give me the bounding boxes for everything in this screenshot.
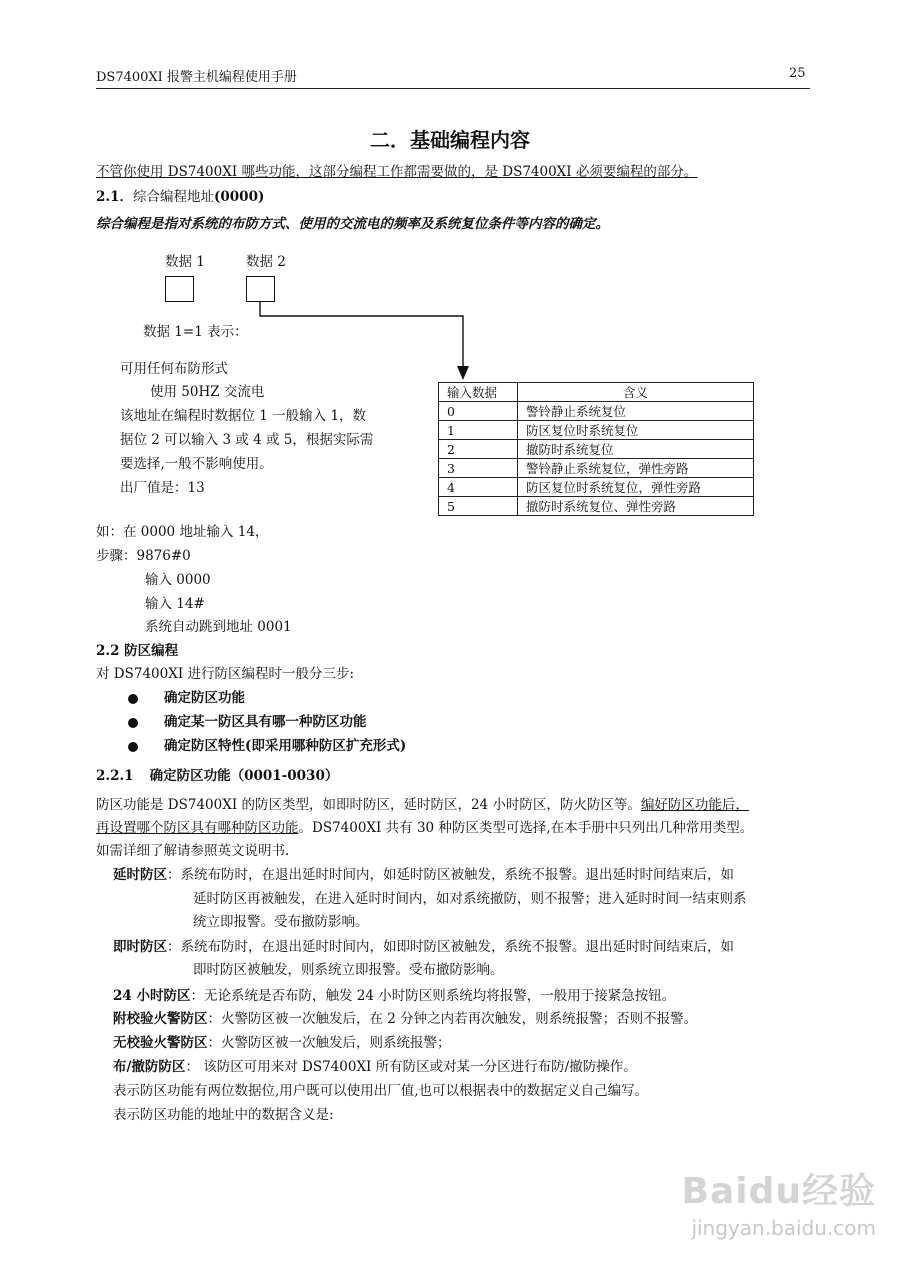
s21-line: 要选择,一般不影响使用。 bbox=[120, 456, 273, 472]
note-line: 表示防区功能的地址中的数据含义是: bbox=[113, 1107, 334, 1123]
heading-2-2-1: 2.2.1 确定防区功能（0001-0030） bbox=[96, 768, 339, 784]
table-row bbox=[439, 440, 754, 459]
table-cell: 防区复位时系统复位，弹性旁路 bbox=[518, 478, 754, 497]
table-cell: 4 bbox=[439, 478, 518, 497]
input-data-table bbox=[438, 382, 754, 516]
heading-2-1-code: (0000) bbox=[214, 189, 265, 205]
s21-line: 出厂值是：13 bbox=[120, 480, 205, 496]
step-item: 系统自动跳到地址 0001 bbox=[145, 619, 292, 635]
section-title: 二．基础编程内容 bbox=[370, 128, 530, 152]
arrow-connector bbox=[0, 0, 904, 400]
heading-2-2-1-num: 2.2.1 bbox=[96, 768, 134, 784]
table-row bbox=[439, 421, 754, 440]
delay-zone-line: 延时防区再被触发，在进入延时时间内，如对系统撤防，则不报警；进入延时时间一结束则系 bbox=[193, 891, 747, 907]
instant-zone-label: 即时防区 bbox=[113, 939, 167, 955]
h24-zone-line: 24 小时防区：无论系统是否布防，触发 24 小时防区则系统均将报警，一般用于接紧急按钮。 bbox=[113, 988, 676, 1004]
s21-line: 该地址在编程时数据位 1 一般输入 1，数 bbox=[120, 408, 367, 424]
bullet-icon bbox=[128, 718, 138, 728]
arm-zone-line: 布/撤防防区： 该防区可用来对 DS7400XI 所有防区或对某一分区进行布防/撤防操作。 bbox=[113, 1059, 637, 1075]
delay-zone-line: 统立即报警。受布撤防影响。 bbox=[193, 914, 369, 930]
table-cell: 撤防时系统复位 bbox=[518, 440, 754, 459]
bullet-item: 确定防区特性(即采用哪种防区扩充形式) bbox=[128, 734, 406, 754]
bullet-item: 确定某一防区具有哪一种防区功能 bbox=[128, 710, 367, 730]
heading-2-1-text: 综合编程地址 bbox=[133, 189, 214, 205]
steps-label: 步骤：9876#0 bbox=[96, 548, 191, 564]
watermark-logo: Baidu经验 bbox=[681, 1171, 876, 1212]
table-cell: 0 bbox=[439, 402, 518, 421]
table-cell: 5 bbox=[439, 497, 518, 516]
s221-para-line: 防区功能是 DS7400XI 的防区类型，如即时防区，延时防区，24 小时防区，防火防区等。编好防区功能后， bbox=[96, 797, 749, 813]
heading-2-2: 2.2 防区编程 bbox=[96, 643, 179, 659]
fire-unverified-label: 无校验火警防区 bbox=[113, 1035, 208, 1051]
fire-verified-label: 附校验火警防区 bbox=[113, 1011, 208, 1027]
heading-2-2-1-text: 确定防区功能（ bbox=[149, 768, 245, 784]
data1-meaning: 数据 1=1 表示： bbox=[143, 324, 248, 340]
table-header: 输入数据 bbox=[439, 383, 518, 402]
table-cell: 3 bbox=[439, 459, 518, 478]
delay-zone-line: 延时防区：系统布防时，在退出延时时间内，如延时防区被触发，系统不报警。退出延时时间结束后，如 bbox=[113, 867, 734, 883]
delay-zone-label: 延时防区 bbox=[113, 867, 167, 883]
s21-line: 使用 50HZ 交流电 bbox=[150, 384, 265, 400]
baidu-watermark bbox=[682, 1163, 876, 1240]
table-row bbox=[439, 402, 754, 421]
table-cell: 2 bbox=[439, 440, 518, 459]
arm-zone-label: 布/撤防防区 bbox=[113, 1059, 186, 1075]
bullet-icon bbox=[128, 742, 138, 752]
data2-label: 数据 2 bbox=[246, 254, 286, 270]
heading-2-1-num: 2.1． bbox=[96, 189, 133, 205]
table-row bbox=[439, 497, 754, 516]
table-cell: 撤防时系统复位、弹性旁路 bbox=[518, 497, 754, 516]
example-text: 如：在 0000 地址输入 14， bbox=[96, 524, 269, 540]
fire-unverified-line: 无校验火警防区：火警防区被一次触发后，则系统报警； bbox=[113, 1035, 451, 1051]
step-item: 输入 0000 bbox=[145, 572, 211, 588]
s22-intro: 对 DS7400XI 进行防区编程时一般分三步: bbox=[96, 666, 355, 682]
s221-para-line: 再设置哪个防区具有哪种防区功能。DS7400XI 共有 30 种防区类型可选择,在本手册中只列出几种常用类型。 bbox=[96, 820, 754, 836]
header-title: DS7400XI 报警主机编程使用手册 bbox=[96, 70, 297, 85]
instant-zone-line: 即时防区：系统布防时，在退出延时时间内，如即时防区被触发，系统不报警。退出延时时间结束后，如 bbox=[113, 939, 734, 955]
s221-para-line: 如需详细了解请参照英文说明书. bbox=[96, 843, 290, 859]
step-item: 输入 14# bbox=[145, 596, 205, 612]
table-cell: 1 bbox=[439, 421, 518, 440]
fire-verified-line: 附校验火警防区：火警防区被一次触发后，在 2 分钟之内若再次触发，则系统报警；否则不报警。 bbox=[113, 1011, 698, 1027]
page-number: 25 bbox=[789, 66, 806, 81]
bullet-icon bbox=[128, 694, 138, 704]
h24-zone-label: 24 小时防区 bbox=[113, 988, 191, 1004]
s21-line: 据位 2 可以输入 3 或 4 或 5，根据实际需 bbox=[120, 432, 374, 448]
table-cell: 警铃静止系统复位 bbox=[518, 402, 754, 421]
watermark-url: jingyan.baidu.com bbox=[691, 1216, 876, 1240]
table-row bbox=[439, 459, 754, 478]
instant-zone-line: 即时防区被触发，则系统立即报警。受布撤防影响。 bbox=[193, 962, 504, 978]
s21-line: 可用任何布防形式 bbox=[120, 361, 228, 377]
bullet-item: 确定防区功能 bbox=[128, 686, 245, 706]
heading-2-2-1-code: 0001-0030 bbox=[244, 768, 325, 784]
s21-description: 综合编程是指对系统的布防方式、使用的交流电的频率及系统复位条件等内容的确定。 bbox=[96, 216, 609, 232]
table-header-row bbox=[439, 383, 754, 402]
table-cell: 警铃静止系统复位，弹性旁路 bbox=[518, 459, 754, 478]
table-row bbox=[439, 478, 754, 497]
table-cell: 防区复位时系统复位 bbox=[518, 421, 754, 440]
table-header: 含义 bbox=[518, 383, 754, 402]
note-line: 表示防区功能有两位数据位,用户既可以使用出厂值,也可以根据表中的数据定义自己编写。 bbox=[113, 1083, 649, 1099]
intro-text: 不管你使用 DS7400XI 哪些功能，这部分编程工作都需要做的，是 DS7400XI 必须要编程的部分。 bbox=[96, 164, 698, 180]
data1-label: 数据 1 bbox=[165, 254, 205, 270]
